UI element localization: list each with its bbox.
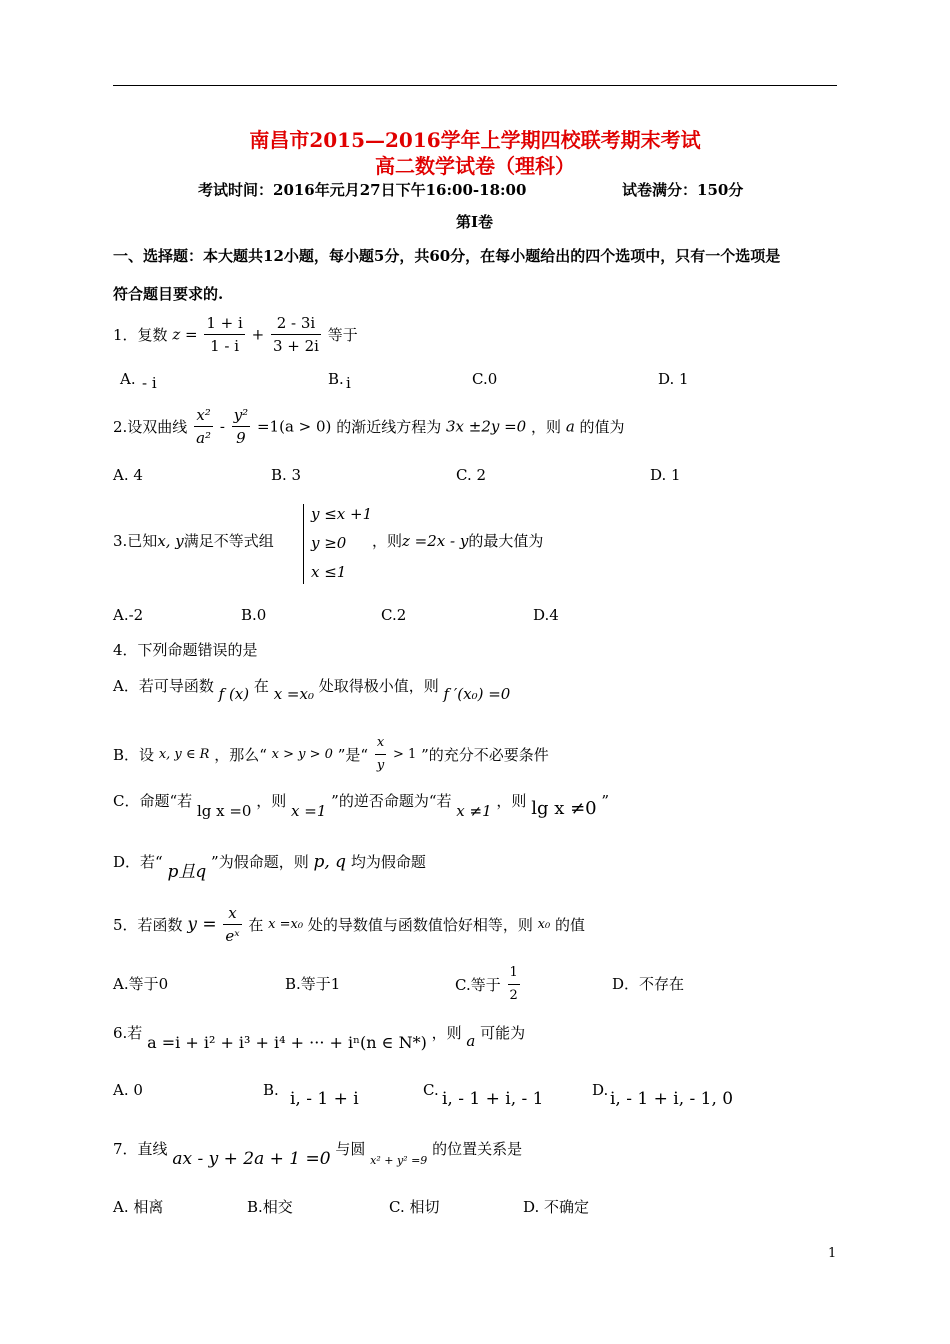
q1-option-b-label: B. <box>328 370 344 388</box>
q5-fraction: $\frac{x}{\text{eˣ}}$ <box>225 904 240 945</box>
exam-time: 考试时间：2016年元月27日下午16:00-18:00 <box>198 181 527 199</box>
q7-option-b: B.相交 <box>247 1198 293 1216</box>
q6-option-d-label: D. <box>592 1081 609 1099</box>
question-7: 7．直线 ax - y + 2a + 1 =0 与圆 $_{x^2 + y^2 =9}$ 的位置关系是 <box>113 1140 523 1169</box>
q3-brace <box>303 504 304 584</box>
exam-title: 南昌市2015—2016学年上学期四校联考期末考试 <box>249 128 701 152</box>
q2-option-a: A. 4 <box>113 466 143 484</box>
q2-option-c: C. 2 <box>456 466 487 484</box>
q3-constraint-3: x ≤1 <box>311 563 347 581</box>
q6-option-a: A. 0 <box>113 1081 143 1099</box>
q6-option-b-value: i, - 1 + i <box>290 1089 359 1109</box>
q3-option-d: D.4 <box>533 606 559 624</box>
q1-prefix: 1．复数 <box>113 326 168 344</box>
q1-option-d: D. 1 <box>658 370 689 388</box>
q6-option-b-label: B. <box>263 1081 279 1099</box>
q2-option-b: B. 3 <box>271 466 302 484</box>
q4-option-b: B．设 x, y ∈ R ，那么“ x > y > 0 ”是“ $\frac{x}{y}$ > 1 ”的充分不必要条件 <box>113 732 549 777</box>
volume-label: 第I卷 <box>456 213 494 231</box>
question-2: 2.设双曲线 $\frac{\text{x²}}{\text{a²}}$ - $\frac{\text{y²}}{9}$ =1(a > 0) 的渐近线方程为 3x ±2y =0 ，则 a 的值为 <box>113 406 625 447</box>
q7-option-d: D. 不确定 <box>523 1198 590 1216</box>
q3-constraint-2: y ≥0 <box>311 534 347 552</box>
q3-option-c: C.2 <box>381 606 407 624</box>
full-score: 试卷满分：150分 <box>622 181 744 199</box>
q1-z: z = <box>172 325 198 344</box>
q4-b-fraction: $\frac{x}{y}$ <box>375 732 386 777</box>
q3-option-a: A.-2 <box>113 606 144 624</box>
q1-suffix: 等于 <box>327 326 358 344</box>
q1-option-a-value: - i <box>142 374 157 392</box>
header-rule <box>113 85 837 86</box>
question-6: 6.若 a =i + i² + i³ + i⁴ + ··· + iⁿ(n ∈ N*) ，则 a 可能为 <box>113 1024 526 1052</box>
q5-c-fraction: $\frac{1}{2}$ <box>508 962 520 1007</box>
q6-option-c-value: i, - 1 + i, - 1 <box>442 1089 544 1109</box>
q3-option-b: B.0 <box>241 606 267 624</box>
q7-option-a: A. 相离 <box>113 1198 164 1216</box>
exam-subtitle: 高二数学试卷（理科） <box>375 154 575 178</box>
q3-constraint-1: y ≤x +1 <box>311 505 373 523</box>
q5-option-b: B.等于1 <box>285 975 341 993</box>
q4-option-c: C．命题“若 lg x =0 ，则 x =1 ”的逆否命题为“若 x ≠1 ，则 lg x ≠0 ” <box>113 792 610 820</box>
q1-fraction-1: $\frac{1 + i}{1 - i}$ <box>206 314 243 355</box>
section-intro-line2: 符合题目要求的. <box>113 285 224 303</box>
q5-option-a: A.等于0 <box>113 975 169 993</box>
q2-option-d: D. 1 <box>650 466 681 484</box>
q6-option-d-value: i, - 1 + i, - 1, 0 <box>610 1089 734 1109</box>
q1-option-a-label: A. <box>120 370 136 388</box>
q4-option-a: A．若可导函数 f (x) 在 x =x₀ 处取得极小值，则 f ′(x₀) =0 <box>113 677 511 703</box>
q6-option-c-label: C. <box>423 1081 439 1099</box>
q3-objective: ，则z =2x - y的最大值为 <box>372 532 544 550</box>
q4-option-d: D．若“ p且q ”为假命题，则 p, q 均为假命题 <box>113 852 426 882</box>
q1-option-b-value: i <box>346 374 351 392</box>
q3-prefix: 3.已知x, y满足不等式组 <box>113 532 274 550</box>
q2-fraction-1: $\frac{\text{x²}}{\text{a²}}$ <box>196 406 212 447</box>
q5-option-c: C.等于 $\frac{1}{2}$ <box>455 962 522 1007</box>
section-intro-line1: 一、选择题：本大题共12小题，每小题5分，共60分，在每小题给出的四个选项中，只有一个选项是 <box>113 247 781 265</box>
page-number: 1 <box>828 1246 837 1261</box>
question-5: 5．若函数 y = $\frac{x}{\text{eˣ}}$ 在 x =x₀ 处的导数值与函数值恰好相等，则 x₀ 的值 <box>113 904 585 945</box>
q4-stem: 4．下列命题错误的是 <box>113 641 258 659</box>
q7-option-c: C. 相切 <box>389 1198 440 1216</box>
q1-option-c: C.0 <box>472 370 498 388</box>
question-1: 1．复数 z = $\frac{1 + i}{1 - i}$ + $\frac{2 - 3i}{3 + 2i}$ 等于 <box>113 314 358 355</box>
q5-option-d: D．不存在 <box>612 975 685 993</box>
q2-fraction-2: $\frac{\text{y²}}{9}$ <box>233 406 249 447</box>
q1-fraction-2: $\frac{2 - 3i}{3 + 2i}$ <box>272 314 319 355</box>
